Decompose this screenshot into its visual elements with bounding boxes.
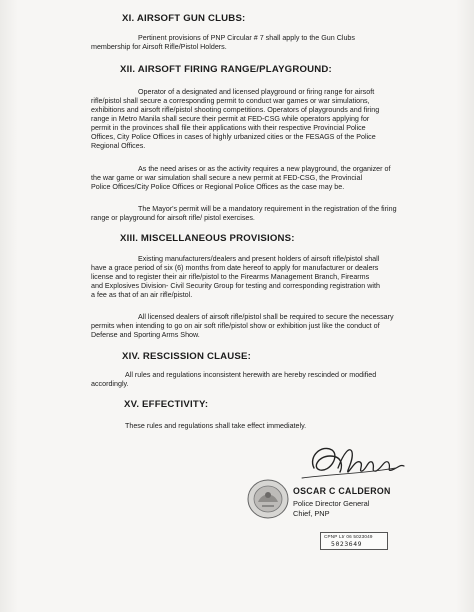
stamp-reference: CPNP Ltr 06 5023049 <box>324 534 373 539</box>
section-xiv-line-2: accordingly. <box>91 380 129 388</box>
pnp-seal <box>246 478 290 520</box>
section-xiii-p1-line-2: have a grace period of six (6) months from date hereof to apply for manufacturer or dealers <box>91 264 379 272</box>
section-xii-p1-line-5: permit in the provinces shall file their applications with their respective Provincial Police <box>91 124 366 132</box>
section-xii-p2-line-3: Police Offices/City Police Offices or Regional Police Offices as the case may be. <box>91 183 345 191</box>
section-xi-line-2: membership for Airsoft Rifle/Pistol Holders. <box>91 43 227 51</box>
section-xii-p1-line-6: Offices, City Police Offices in cases of highly urbanized cities or the FESAGS of the Police <box>91 133 376 141</box>
section-xi-heading: XI. AIRSOFT GUN CLUBS: <box>122 13 246 24</box>
section-xii-p2-line-1: As the need arises or as the activity requires a new playground, the organizer of <box>138 165 391 173</box>
section-xiii-p1-line-5: a fee as that of an air rifle/pistol. <box>91 291 193 299</box>
section-xv-heading: XV. EFFECTIVITY: <box>124 399 209 410</box>
stamp-code: 5023649 <box>331 540 363 548</box>
section-xiii-p2-line-3: Defense and Sporting Arms Show. <box>91 331 200 339</box>
section-xiii-p1-line-1: Existing manufacturers/dealers and present holders of airsoft rifle/pistol shall <box>138 255 380 263</box>
section-xii-p2-line-2: the war game or war simulation shall secure a new permit at FED-CSG, the Provincial <box>91 174 363 182</box>
section-xii-p1-line-4: range in Metro Manila shall secure their permit at FED-CSG while operators applying for <box>91 115 370 123</box>
signatory-office: Chief, PNP <box>293 509 330 518</box>
section-xii-p3-line-1: The Mayor's permit will be a mandatory requirement in the registration of the firing <box>138 205 397 213</box>
signatory-title: Police Director General <box>293 499 370 508</box>
section-xii-heading: XII. AIRSOFT FIRING RANGE/PLAYGROUND: <box>120 64 332 75</box>
section-xiv-heading: XIV. RESCISSION CLAUSE: <box>122 351 251 362</box>
section-xiii-p2-line-2: permits when intending to go on air soft rifle/pistol show or exhibition just like the conduct of <box>91 322 380 330</box>
section-xiii-p1-line-4: and Explosives Division- Civil Security Group for testing and corresponding registration with <box>91 282 380 290</box>
section-xiv-line-1: All rules and regulations inconsistent herewith are hereby rescinded or modified <box>125 371 377 379</box>
section-xii-p1-line-7: Regional Offices. <box>91 142 146 150</box>
section-xv-line-1: These rules and regulations shall take effect immediately. <box>125 422 307 430</box>
signatory-name: OSCAR C CALDERON <box>293 486 391 496</box>
section-xiii-p2-line-1: All licensed dealers of airsoft rifle/pistol shall be required to secure the necessary <box>138 313 394 321</box>
section-xii-p1-line-1: Operator of a designated and licensed playground or firing range for airsoft <box>138 88 375 96</box>
document-control-stamp <box>320 532 388 550</box>
section-xi-line-1: Pertinent provisions of PNP Circular # 7 shall apply to the Gun Clubs <box>138 34 355 42</box>
section-xii-p1-line-3: exhibitions and airsoft rifle/pistol shooting competitions. Operators of playgrounds and firing <box>91 106 380 114</box>
section-xii-p1-line-2: rifle/pistol shall secure a corresponding permit to conduct war games or war simulations, <box>91 97 370 105</box>
section-xii-p3-line-2: range or playground for airsoft rifle/ pistol exercises. <box>91 214 255 222</box>
section-xiii-p1-line-3: license and to register their air rifle/pistol to the Firearms Management Branch, Firearms <box>91 273 370 281</box>
section-xiii-heading: XIII. MISCELLANEOUS PROVISIONS: <box>120 233 295 244</box>
handwritten-signature <box>300 438 410 488</box>
